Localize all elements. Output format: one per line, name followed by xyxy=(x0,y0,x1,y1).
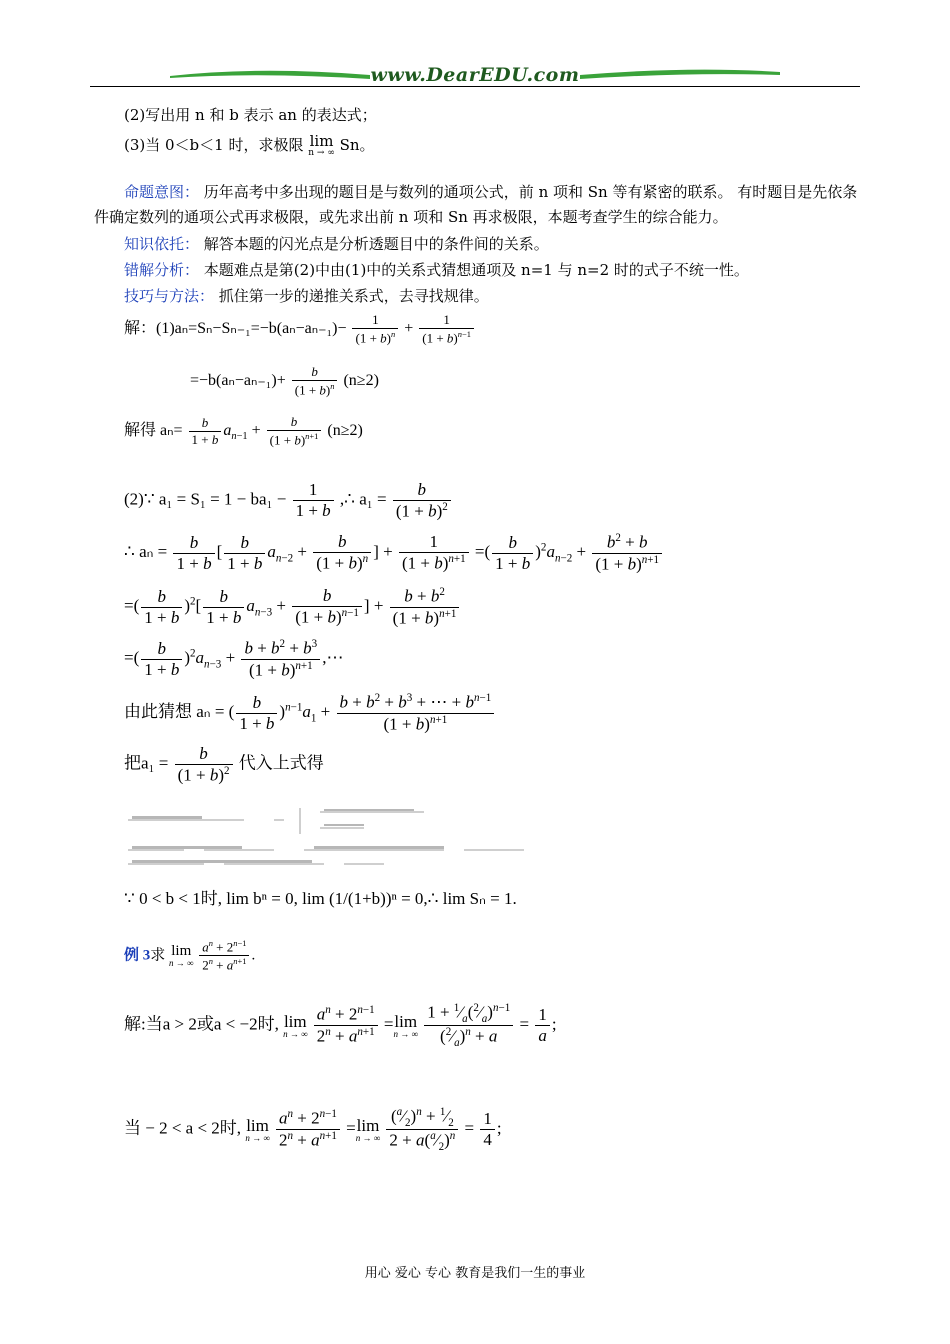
fraction: $\frac{b}{1 + b}$ xyxy=(236,693,277,734)
example-3-label: 例 3 xyxy=(124,947,151,964)
guess-prefix: 由此猜想 aₙ = xyxy=(124,702,225,722)
question-3 xyxy=(124,134,375,158)
fraction: $\frac{1}{a}$ xyxy=(535,1005,550,1046)
fraction: $\frac{b}{1 + b}$ xyxy=(203,587,244,628)
method-paragraph xyxy=(94,284,860,309)
condition: (n≥2) xyxy=(327,421,363,439)
fraction: $\frac{1}{(1 + b)^{n-1}}$ xyxy=(419,312,474,346)
condition: (n≥2) xyxy=(343,371,379,389)
error-paragraph xyxy=(94,258,860,283)
knowledge-text: 解答本题的闪光点是分析透题目中的条件间的关系。 xyxy=(203,235,549,253)
fraction: $\frac{b}{1 + b}$ xyxy=(492,533,533,574)
solution-1-line-2-prefix: =−b(aₙ−aₙ₋₁)+ xyxy=(190,371,286,389)
error-label: 错解分析： xyxy=(124,261,200,279)
fraction: $\frac{a^n + 2^{n-1}}{2^n + a^{n+1}}$ xyxy=(314,1004,378,1046)
lim-subscript: n → ∞ xyxy=(308,148,335,158)
solution-1-line-3: 解得 aₙ= $\frac{b}{1 + b}$ $a_{n-1}$ + $\frac{b}{(1 + b)^{n+1}}$ (n≥2) xyxy=(124,414,363,448)
fraction: $\frac{b}{(1 + b)^n}$ xyxy=(292,364,338,398)
limit-symbol: lim n → ∞ xyxy=(169,942,194,968)
example-3-prompt: 求 xyxy=(150,947,166,964)
page-header xyxy=(90,62,860,92)
fraction: $\frac{1}{1 + b}$ xyxy=(293,480,334,521)
substitute-suffix: 代入上式得 xyxy=(238,753,324,773)
solution-1-line-2 xyxy=(190,364,379,398)
lim-text: lim xyxy=(309,132,334,150)
error-text: 本题难点是第(2)中由(1)中的关系式猜想通项及 n=1 与 n=2 时的式子不统一性。 xyxy=(203,261,749,279)
limit-symbol: lim n → ∞ xyxy=(355,1115,381,1143)
fraction: $\frac{b}{(1 + b)^{n-1}}$ xyxy=(292,586,362,628)
intent-paragraph xyxy=(94,180,860,230)
fraction: $\frac{a^n + 2^{n-1}}{2^n + a^{n+1}}$ xyxy=(276,1108,340,1150)
limit-symbol: lim n → ∞ xyxy=(245,1115,270,1143)
limit-symbol xyxy=(308,134,335,158)
fraction: $\frac{b + b^2 + b^3 + \cdots + b^{n-1}}{(1 + b)^{n+1}}$ xyxy=(337,692,495,734)
solution-2-guess: 由此猜想 aₙ = ( $\frac{b}{1 + b}$ )$^{n-1}a_1$ + $\frac{b + b^2 + b^3 + \cdots + b^{n-1}}{(1 + b)^{n+1}}$ xyxy=(124,692,496,734)
solution-3-conclusion: ∵ 0 < b < 1时, lim bⁿ = 0, lim (1/(1+b))ⁿ = 0,∴ lim Sₙ = 1. xyxy=(124,889,517,908)
fraction: $\frac{1}{4}$ xyxy=(480,1109,495,1150)
limit-symbol: lim n → ∞ xyxy=(393,1011,418,1039)
fraction: $\frac{b}{(1 + b)^2}$ xyxy=(175,744,233,786)
knowledge-paragraph xyxy=(94,232,860,257)
example-3-solution-1-prefix: 解:当a > 2或a < −2时, xyxy=(124,1014,279,1034)
page-footer: 用心 爱心 专心 教育是我们一生的事业 xyxy=(364,1266,586,1281)
solution-2-line-4: =( $\frac{b}{1 + b}$ )$^2a_{n-3}$ + $\frac{b + b^2 + b^3}{(1 + b)^{n+1}}$ ,⋯ xyxy=(124,638,344,680)
fraction: $\frac{b + b^2 + b^3}{(1 + b)^{n+1}}$ xyxy=(241,638,320,680)
fraction: $\frac{b}{1 + b}$ xyxy=(141,587,182,628)
knowledge-label: 知识依托： xyxy=(124,235,200,253)
fraction: $\frac{a^n + 2^{n-1}}{2^n + a^{n+1}}$ xyxy=(199,938,249,974)
substitute-prefix: 把a₁ = xyxy=(124,753,169,773)
example-3-heading: 例 3求 lim n → ∞ $\frac{a^n + 2^{n-1}}{2^n + a^{n+1}}$ . xyxy=(124,938,256,973)
fraction: $\frac{(^a⁄_2)^n + ^1⁄_2}{2 + a(^a⁄_2)^n}$ xyxy=(386,1106,458,1153)
solution-1-line-1: 解：(1)aₙ=Sₙ−Sₙ₋₁=−b(aₙ−aₙ₋₁)− $\frac{1}{(1 + b)^n}$ + $\frac{1}{(1 + b)^{n-1}}$ xyxy=(124,312,476,346)
fraction: $\frac{1}{(1 + b)^{n+1}}$ xyxy=(399,532,469,574)
intent-text: 历年高考中多出现的题目是与数列的通项公式，前 n 项和 Sn 等有紧密的联系。 有时题目是先依条件确定数列的通项公式再求极限，或先求出前 n 项和 Sn 再求极限，本题考查学生的综合能力。 xyxy=(94,183,858,226)
solution-1-line-3-prefix: 解得 aₙ= xyxy=(124,421,183,439)
low-res-formula-image xyxy=(124,806,544,870)
fraction: $\frac{b}{(1 + b)^n}$ xyxy=(313,532,371,574)
solution-2-substitute xyxy=(124,744,324,786)
fraction: $\frac{b}{1 + b}$ xyxy=(189,415,222,448)
question-3-prefix: (3)当 0＜b＜1 时，求极限 xyxy=(124,136,304,154)
solution-2-line-3: =( $\frac{b}{1 + b}$ )$^2$[ $\frac{b}{1 + b}$ $a_{n-3}$ + $\frac{b}{(1 + b)^{n-1}}$ ] + $\frac{b + b^2}{(1 + b)^{n+1}}$ xyxy=(124,586,461,628)
fraction: $\frac{b}{1 + b}$ xyxy=(141,639,182,680)
fraction: $\frac{1 + ^1⁄_a(^2⁄_a)^{n-1}}{(^2⁄_a)^n + a}$ xyxy=(424,1002,513,1049)
fraction: $\frac{1}{(1 + b)^n}$ xyxy=(352,312,398,346)
therefore-prefix: ∴ aₙ = xyxy=(124,542,168,562)
example-3-solution-1: 解:当a > 2或a < −2时, lim n → ∞ $\frac{a^n + 2^{n-1}}{2^n + a^{n+1}}$ =lim n → ∞ $\frac{1 + ^1⁄_a(^2⁄_a)^{n-1}}{(^2⁄_a)^n + a}$ = $\frac{1}{a}$ ; xyxy=(124,1002,557,1050)
method-text: 抓住第一步的递推关系式，去寻找规律。 xyxy=(218,287,489,305)
question-2: (2)写出用 n 和 b 表示 an 的表达式； xyxy=(124,106,377,124)
solution-2-line-2: ∴ aₙ = $\frac{b}{1 + b}$ [ $\frac{b}{1 + b}$ $a_{n-2}$ + $\frac{b}{(1 + b)^n}$ ] + $\frac{1}{(1 + b)^{n+1}}$ =( $\frac{b}{1 + b}$ )$^2a_{n-2}$ + $\frac{b^2 + b}{(1 + b)^{n+1}}$ xyxy=(124,532,664,574)
question-3-target: Sn。 xyxy=(339,136,375,154)
limit-symbol: lim n → ∞ xyxy=(283,1011,308,1039)
header-rule xyxy=(90,86,860,87)
intent-label: 命题意图： xyxy=(124,183,200,201)
fraction: $\frac{b}{1 + b}$ xyxy=(173,533,214,574)
method-label: 技巧与方法： xyxy=(124,287,215,305)
fraction: $\frac{b}{(1 + b)^{n+1}}$ xyxy=(267,414,322,448)
fraction: $\frac{b + b^2}{(1 + b)^{n+1}}$ xyxy=(390,586,460,628)
example-3-solution-2-prefix: 当 − 2 < a < 2时, xyxy=(124,1118,242,1138)
solution-2-line-1 xyxy=(124,480,453,522)
solution-2-line-1-prefix: (2)∵ a₁ = S₁ = 1 − ba₁ − xyxy=(124,489,287,509)
logo-text: www.DearEDU.com xyxy=(370,64,580,86)
solution-2-line-1-mid: ,∴ a₁ = xyxy=(339,489,387,509)
solution-1-prefix: 解：(1)aₙ=Sₙ−Sₙ₋₁=−b(aₙ−aₙ₋₁)− xyxy=(124,319,347,337)
fraction: $\frac{b}{(1 + b)^2}$ xyxy=(393,480,451,522)
example-3-solution-2: 当 − 2 < a < 2时, lim n → ∞ $\frac{a^n + 2^{n-1}}{2^n + a^{n+1}}$ =lim n → ∞ $\frac{(^a⁄_2)^n + ^1⁄_2}{2 + a(^a⁄_2)^n}$ = $\frac{1}{4}$ ; xyxy=(124,1106,502,1154)
fraction: $\frac{b}{1 + b}$ xyxy=(224,533,265,574)
fraction: $\frac{b^2 + b}{(1 + b)^{n+1}}$ xyxy=(592,532,662,574)
